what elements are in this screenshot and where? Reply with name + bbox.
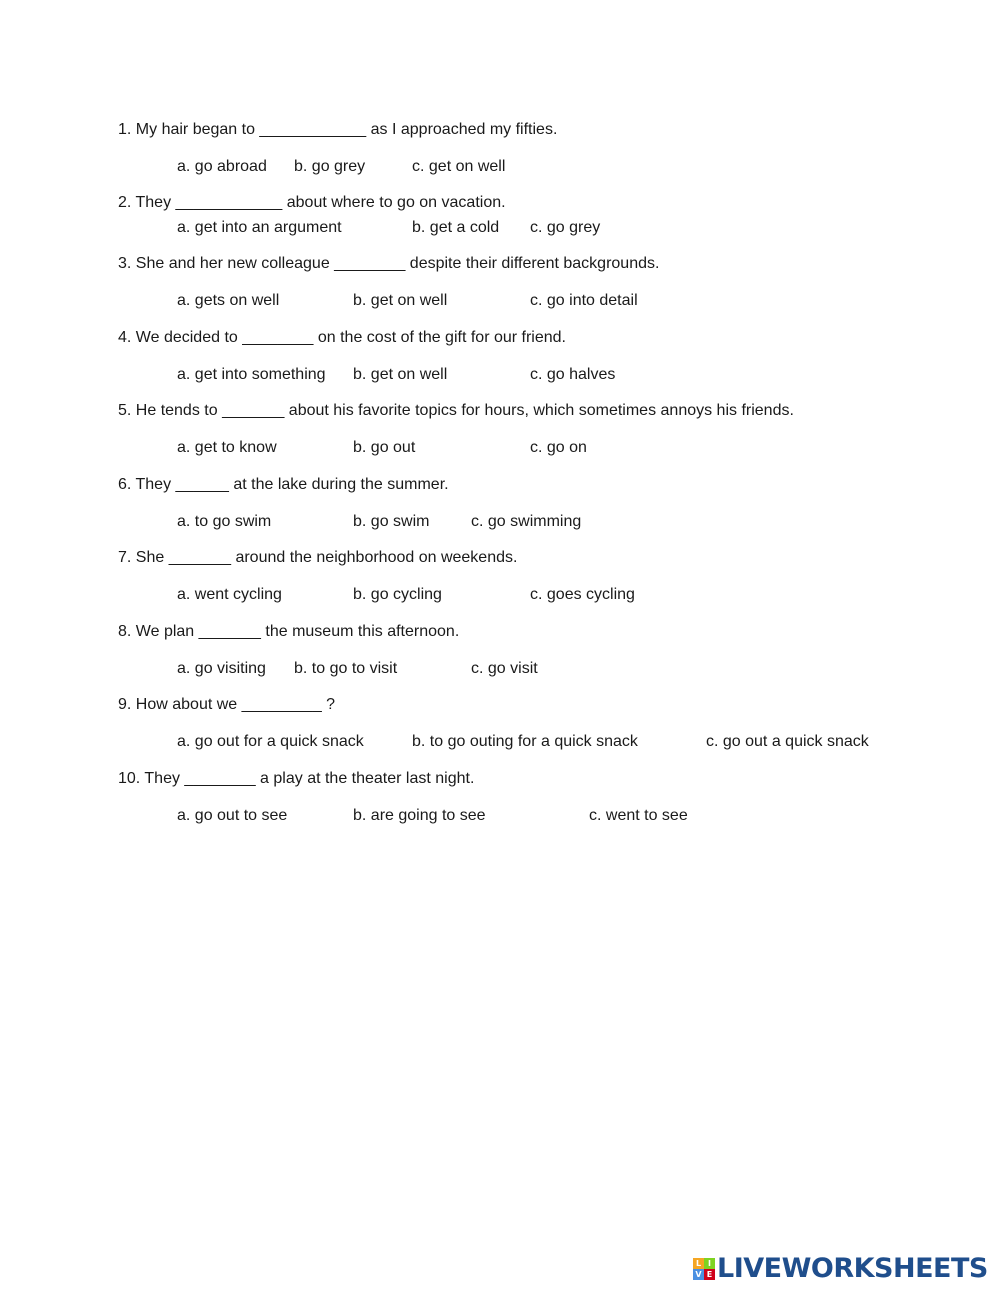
question-2: 2. They ____________ about where to go on vacation.: [118, 194, 506, 211]
q4-option-b[interactable]: b. get on well: [353, 366, 448, 383]
q1-option-c[interactable]: c. get on well: [412, 158, 506, 175]
q7-option-a[interactable]: a. went cycling: [177, 586, 282, 603]
q6-option-b[interactable]: b. go swim: [353, 513, 430, 530]
liveworksheets-logo-icon: [693, 1258, 715, 1280]
question-4: 4. We decided to ________ on the cost of the gift for our friend.: [118, 329, 566, 346]
q2-option-b[interactable]: b. get a cold: [412, 219, 500, 236]
q5-option-c[interactable]: c. go on: [530, 439, 587, 456]
q3-option-c[interactable]: c. go into detail: [530, 292, 638, 309]
q6-option-c[interactable]: c. go swimming: [471, 513, 582, 530]
q2-option-c[interactable]: c. go grey: [530, 219, 601, 236]
q1-option-b[interactable]: b. go grey: [294, 158, 366, 175]
q6-option-a[interactable]: a. to go swim: [177, 513, 272, 530]
q8-option-a[interactable]: a. go visiting: [177, 660, 266, 677]
q10-option-a[interactable]: a. go out to see: [177, 807, 288, 824]
question-5: 5. He tends to _______ about his favorite topics for hours, which sometimes annoys his friends.: [118, 402, 794, 419]
logo-mark-letter: I: [704, 1258, 715, 1269]
question-10: 10. They ________ a play at the theater last night.: [118, 770, 475, 787]
question-8: 8. We plan _______ the museum this afternoon.: [118, 623, 460, 640]
q9-option-c[interactable]: c. go out a quick snack: [706, 733, 869, 750]
q5-option-b[interactable]: b. go out: [353, 439, 416, 456]
q2-option-a[interactable]: a. get into an argument: [177, 219, 342, 236]
q8-option-b[interactable]: b. to go to visit: [294, 660, 398, 677]
logo-mark-letter: V: [693, 1269, 704, 1280]
q4-option-c[interactable]: c. go halves: [530, 366, 616, 383]
question-6: 6. They ______ at the lake during the summer.: [118, 476, 449, 493]
logo-mark-letter: L: [693, 1258, 704, 1269]
question-7: 7. She _______ around the neighborhood on weekends.: [118, 549, 518, 566]
liveworksheets-logo-text: LIVEWORKSHEETS: [717, 1253, 988, 1284]
q7-option-b[interactable]: b. go cycling: [353, 586, 442, 603]
q3-option-b[interactable]: b. get on well: [353, 292, 448, 309]
q1-option-a[interactable]: a. go abroad: [177, 158, 267, 175]
q9-option-a[interactable]: a. go out for a quick snack: [177, 733, 364, 750]
question-3: 3. She and her new colleague ________ despite their different backgrounds.: [118, 255, 660, 272]
liveworksheets-logo: [693, 1255, 988, 1283]
q5-option-a[interactable]: a. get to know: [177, 439, 277, 456]
logo-mark-letter: E: [704, 1269, 715, 1280]
q9-option-b[interactable]: b. to go outing for a quick snack: [412, 733, 638, 750]
question-1: 1. My hair began to ____________ as I approached my fifties.: [118, 121, 558, 138]
q10-option-b[interactable]: b. are going to see: [353, 807, 486, 824]
q4-option-a[interactable]: a. get into something: [177, 366, 326, 383]
q7-option-c[interactable]: c. goes cycling: [530, 586, 635, 603]
q8-option-c[interactable]: c. go visit: [471, 660, 538, 677]
question-9: 9. How about we _________ ?: [118, 696, 336, 713]
q3-option-a[interactable]: a. gets on well: [177, 292, 280, 309]
q10-option-c[interactable]: c. went to see: [589, 807, 688, 824]
